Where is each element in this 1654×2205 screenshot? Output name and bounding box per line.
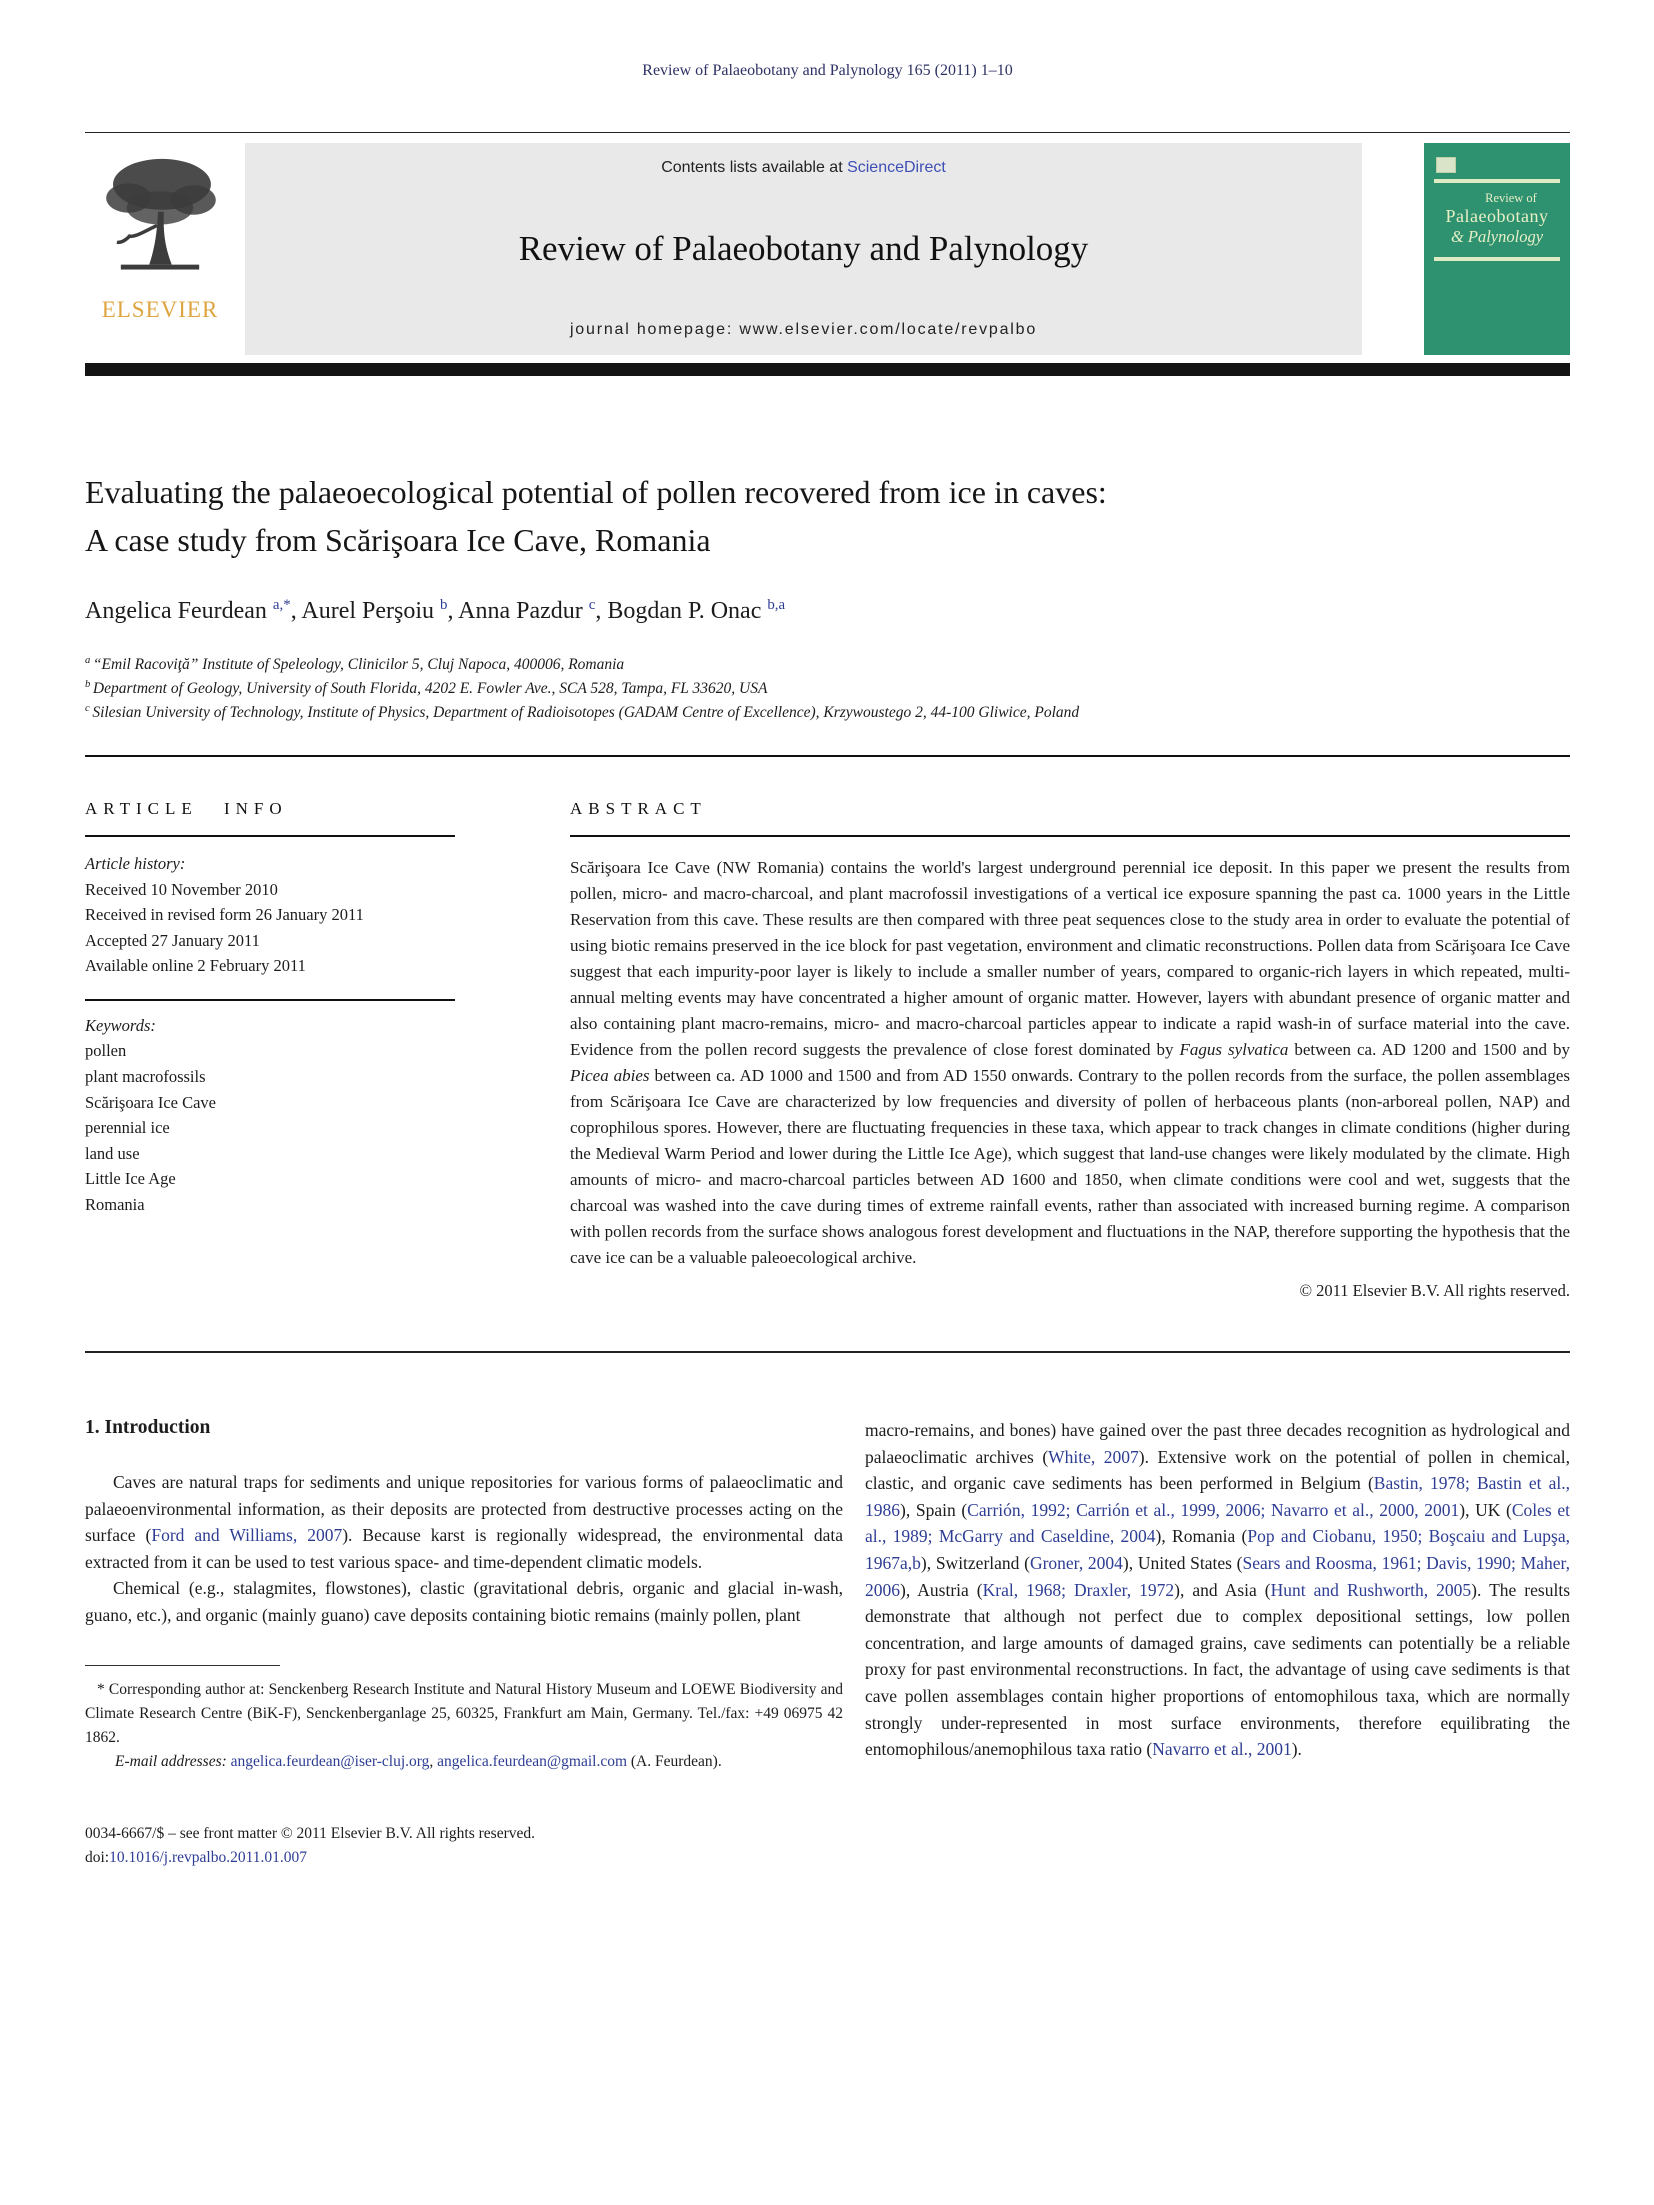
author-list bbox=[85, 598, 1570, 625]
text-segment: macro-remains, and bones) have gained over the past three decades recognition as hydrological and palaeoclimatic archives ( bbox=[865, 1420, 1570, 1467]
keywords-label: Keywords: bbox=[85, 1015, 156, 1035]
header-divider bbox=[85, 132, 1570, 133]
text-segment: Fagus sylvatica bbox=[1179, 1040, 1289, 1060]
copyright-line: © 2011 Elsevier B.V. All rights reserved. bbox=[1299, 1281, 1570, 1301]
text-segment: (A. Feurdean). bbox=[627, 1753, 722, 1771]
left-column bbox=[85, 1417, 843, 1870]
cover-palaeobotany: Palaeobotany bbox=[1445, 206, 1549, 226]
elsevier-wordmark: ELSEVIER bbox=[101, 297, 219, 322]
corresponding-author-note: * Corresponding author at: Senckenberg Research Institute and Natural History Museum and LOEWE Biodiversity and Climate Research Centre (BiK-F), Senckenberganlage 25, 60325, Frankfurt am Main, Germany. Tel./fax: +49 06975 42 1862. bbox=[85, 1681, 843, 1747]
keyword-item: Romania bbox=[85, 1194, 145, 1214]
text-segment: ). The results demonstrate that although not perfect due to complex depositional settings, low pollen concentration, and large amounts of damaged grains, cave sediments can potentially be a reliable proxy for past environmental reconstructions. In fact, the advantage of using cave sediments is that cave pollen assemblages contain higher proportions of entomophilous taxa, which are normally strongly under-represented in most surface environments, therefore equilibrating the entomophilous/anemophilous taxa ratio ( bbox=[865, 1579, 1570, 1760]
introduction-section bbox=[85, 1417, 1570, 1870]
cover-review-of: Review of bbox=[1485, 191, 1537, 205]
cover-divider-top bbox=[1434, 179, 1560, 183]
cover-logo bbox=[1436, 157, 1456, 173]
history-item: Available online 2 February 2011 bbox=[85, 956, 306, 976]
link[interactable]: Sears and Roosma, 1961; Davis, 1990; Maher, 2006 bbox=[865, 1553, 1570, 1600]
elsevier-tree-icon bbox=[101, 153, 219, 295]
abstract-column bbox=[570, 799, 1570, 1301]
text-segment: doi: bbox=[85, 1849, 110, 1867]
text-segment: Picea abies bbox=[570, 1066, 650, 1086]
section-divider bbox=[85, 755, 1570, 757]
intro-paragraph: Chemical (e.g., stalagmites, flowstones), clastic (gravitational debris, organic and glacial in-wash, guano, etc.), and organic (mainly guano) cave deposits containing biotic remains (mainly pollen, plant bbox=[85, 1578, 843, 1626]
text-segment: a bbox=[85, 654, 93, 666]
journal-citation-header: Review of Palaeobotany and Palynology 165 (2011) 1–10 bbox=[642, 62, 1013, 79]
text-segment: Department of Geology, University of South Florida, 4202 E. Fowler Ave., SCA 528, Tampa, FL 33620, USA bbox=[92, 680, 768, 698]
keyword-item: pollen bbox=[85, 1041, 127, 1061]
right-column bbox=[865, 1417, 1570, 1870]
link[interactable]: Navarro et al., 2001 bbox=[1152, 1739, 1292, 1760]
text-segment: “Emil Racoviţă” Institute of Speleology, Clinicilor 5, Cluj Napoca, 400006, Romania bbox=[92, 656, 625, 673]
text-segment: E-mail addresses: bbox=[115, 1753, 231, 1771]
imprint bbox=[85, 1822, 843, 1870]
elsevier-logo bbox=[85, 143, 235, 355]
text-segment: c bbox=[588, 597, 596, 613]
keyword-item: plant macrofossils bbox=[85, 1066, 206, 1086]
divider bbox=[570, 835, 1570, 837]
info-abstract-section bbox=[85, 799, 1570, 1301]
text-segment: ), and Asia ( bbox=[1174, 1579, 1271, 1600]
history-item: Accepted 27 January 2011 bbox=[85, 930, 260, 950]
article-title-line1: Evaluating the palaeoecological potential of pollen recovered from ice in caves: bbox=[85, 474, 1107, 510]
text-segment: Silesian University of Technology, Institute of Physics, Department of Radioisotopes (GADAM Centre of Excellence), Krzywoustego 2, 44-100 Gliwice, Poland bbox=[92, 704, 1080, 722]
journal-cover bbox=[1424, 143, 1570, 355]
text-segment: , Aurel Perşoiu bbox=[290, 598, 441, 624]
article-history-label: Article history: bbox=[85, 854, 186, 874]
abstract-text bbox=[570, 855, 1570, 1271]
text-segment: ), Spain ( bbox=[900, 1499, 968, 1520]
doi-line bbox=[85, 1846, 843, 1870]
journal-title: Review of Palaeobotany and Palynology bbox=[518, 229, 1089, 268]
text-segment: ), Romania ( bbox=[1155, 1526, 1248, 1547]
text-segment: c bbox=[85, 702, 93, 714]
journal-banner bbox=[245, 143, 1362, 355]
text-segment: , Bogdan P. Onac bbox=[595, 598, 768, 624]
link[interactable]: Kral, 1968; Draxler, 1972 bbox=[982, 1579, 1175, 1600]
link[interactable]: Pop and Ciobanu, 1950; Boşcaiu and Lupşa, 1967a,b bbox=[865, 1526, 1571, 1574]
divider bbox=[85, 999, 455, 1001]
sciencedirect-link[interactable]: ScienceDirect bbox=[847, 159, 946, 176]
text-segment: ), UK ( bbox=[1459, 1499, 1512, 1520]
article-title bbox=[85, 468, 1570, 564]
text-segment: between ca. AD 1000 and 1500 and from AD 1550 onwards. Contrary to the pollen records from the surface, the pollen assemblages from Scărişoara Ice Cave are characterized by low frequencies and diversity of pollen of herbaceous plants (non-arboreal pollen, NAP) and coprophilous spores. However, there are fluctuating frequencies in these taxa, which appear to track changes in climate conditions (higher during the Medieval Warm Period and lower during the Little Ice Age), which suggest that land-use changes were likely modulated by the climate. High amounts of micro- and macro-charcoal particles between AD 1600 and 1850, when climate conditions were cool and wet, suggests that the charcoal was washed into the cave during times of extreme rainfall events, rather than associated with increased burning regime. A comparison with pollen records from the surface shows analogous forest development and fluctuations in the NAP, therefore supporting the hypothesis that the cave ice can be a valuable paleoecological archive. bbox=[570, 1066, 1570, 1268]
divider bbox=[85, 835, 455, 837]
text-segment: , bbox=[429, 1753, 438, 1771]
affiliation-b bbox=[85, 677, 1570, 701]
abstract-heading: ABSTRACT bbox=[570, 799, 707, 819]
history-item: Received in revised form 26 January 2011 bbox=[85, 905, 364, 925]
link[interactable]: angelica.feurdean@gmail.com bbox=[437, 1753, 628, 1771]
link[interactable]: Coles et al., 1989; McGarry and Caseldine, 2004 bbox=[865, 1499, 1570, 1547]
body-divider bbox=[85, 1351, 1570, 1353]
keyword-item: land use bbox=[85, 1143, 140, 1163]
link[interactable]: Carrión, 1992; Carrión et al., 1999, 2006; Navarro et al., 2000, 2001 bbox=[967, 1499, 1460, 1520]
footnote bbox=[85, 1665, 843, 1775]
masthead bbox=[85, 143, 1570, 355]
journal-homepage-link[interactable]: journal homepage: www.elsevier.com/locate/revpalbo bbox=[569, 321, 1038, 338]
issn-line: 0034-6667/$ – see front matter © 2011 Elsevier B.V. All rights reserved. bbox=[85, 1825, 535, 1843]
text-segment: ). Extensive work on the potential of pollen in chemical, clastic, and organic cave sediments has been performed in Belgium ( bbox=[865, 1446, 1571, 1494]
intro-paragraph bbox=[865, 1417, 1570, 1763]
introduction-heading: 1. Introduction bbox=[85, 1417, 211, 1439]
text-segment: b bbox=[440, 597, 448, 613]
text-segment: ), Switzerland ( bbox=[920, 1553, 1030, 1574]
text-segment: b,a bbox=[767, 597, 786, 613]
keyword-item: Little Ice Age bbox=[85, 1169, 176, 1189]
text-segment: Caves are natural traps for sediments and unique repositories for various forms of palaeoclimatic and palaeoenvironmental information, as their deposits are protected from destructive processes acting on the surface ( bbox=[85, 1472, 843, 1546]
affiliations bbox=[85, 653, 1570, 725]
link[interactable]: Groner, 2004 bbox=[1029, 1553, 1123, 1574]
history-item: Received 10 November 2010 bbox=[85, 879, 278, 899]
affiliation-a bbox=[85, 653, 1570, 677]
cover-palynology: & Palynology bbox=[1450, 227, 1544, 246]
contents-text: Contents lists available at bbox=[661, 159, 848, 176]
text-segment: , Anna Pazdur bbox=[447, 598, 589, 624]
intro-paragraph bbox=[85, 1469, 843, 1575]
link[interactable]: angelica.feurdean@iser-cluj.org bbox=[230, 1753, 430, 1771]
link[interactable]: Bastin, 1978; Bastin et al., 1986 bbox=[865, 1473, 1571, 1520]
text-segment: a,* bbox=[272, 597, 291, 613]
contents-line bbox=[661, 159, 946, 177]
text-segment: Angelica Feurdean bbox=[85, 598, 273, 624]
masthead-bottom-bar bbox=[85, 363, 1570, 376]
footnote-rule bbox=[85, 1665, 280, 1667]
text-segment: ). bbox=[1291, 1739, 1302, 1760]
link[interactable]: Ford and Williams, 2007 bbox=[151, 1525, 343, 1546]
text-segment: Scărişoara Ice Cave (NW Romania) contains the world's largest underground perennial ice deposit. In this paper we present the results from pollen, micro- and macro-charcoal, and plant macrofossil investigations of a vertical ice exposure spanning the past ca. 1000 years in the Little Reservation from this cave. These results are then compared with three peat sequences close to the study area in order to evaluate the potential of using biotic remains preserved in the ice block for past vegetation, environment and climatic reconstructions. Pollen data from Scărişoara Ice Cave suggest that each impurity-poor layer is likely to include a smaller number of years, compared to organic-rich layers in which repeated, multi-annual melting events may have concentrated a higher amount of organic matter. However, layers with abundant presence of organic matter and also containing plant macro-remains, micro- and macro-charcoal particles appear to indicate a rapid wash-in of surface material into the cave. Evidence from the pollen record suggests the prevalence of close forest dominated by bbox=[570, 858, 1570, 1060]
link[interactable]: Hunt and Rushworth, 2005 bbox=[1270, 1579, 1472, 1600]
article-title-line2: A case study from Scărişoara Ice Cave, Romania bbox=[85, 522, 711, 558]
email-addresses-line bbox=[85, 1750, 843, 1774]
cover-divider-bottom bbox=[1434, 257, 1560, 261]
text-segment: ). Because karst is regionally widespread, the environmental data extracted from it can be used to test various space- and time-dependent climatic models. bbox=[85, 1525, 844, 1572]
article-info-heading: ARTICLE INFO bbox=[85, 799, 288, 819]
link[interactable]: White, 2007 bbox=[1048, 1446, 1139, 1467]
text-segment: between ca. AD 1200 and 1500 and by bbox=[1288, 1040, 1571, 1060]
affiliation-c bbox=[85, 701, 1570, 725]
text-segment: ), Austria ( bbox=[900, 1579, 983, 1600]
keyword-item: Scărişoara Ice Cave bbox=[85, 1092, 217, 1112]
text-segment: ), United States ( bbox=[1122, 1553, 1243, 1574]
keyword-item: perennial ice bbox=[85, 1118, 170, 1138]
article-info-column bbox=[85, 799, 455, 1301]
text-segment: b bbox=[85, 678, 93, 690]
link[interactable]: 10.1016/j.revpalbo.2011.01.007 bbox=[109, 1849, 308, 1867]
